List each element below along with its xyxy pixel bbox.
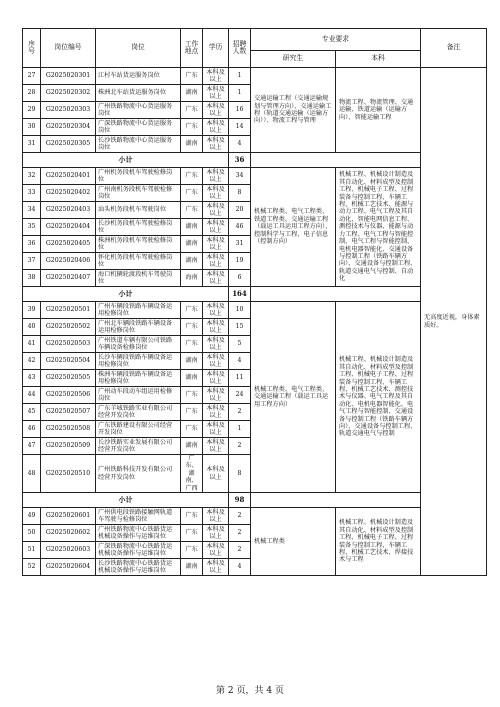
- cell-seq: 37: [23, 253, 41, 270]
- cell-code: G2025020402: [41, 185, 96, 202]
- cell-edu: 本科及以上: [203, 559, 229, 576]
- cell-post: 长沙车辆段铁路车辆设备运用检修岗位: [96, 353, 181, 370]
- cell-num: 24: [229, 387, 251, 404]
- cell-code: G2025020403: [41, 202, 96, 219]
- cell-edu: 本科及以上: [203, 119, 229, 136]
- cell-place: 广东: [181, 68, 203, 85]
- cell-seq: 51: [23, 542, 41, 559]
- cell-code: G2025020501: [41, 302, 96, 319]
- header-req: 专业要求: [251, 29, 421, 51]
- cell-post: 海口机辆轮渡段机车驾驶岗位: [96, 270, 181, 287]
- cell-place: 广东: [181, 102, 203, 119]
- cell-num: 2: [229, 404, 251, 421]
- cell-edu: 本科及以上: [203, 136, 229, 153]
- cell-code: G2025020304: [41, 119, 96, 136]
- cell-edu: 本科及以上: [203, 353, 229, 370]
- cell-code: G2025020602: [41, 525, 96, 542]
- cell-edu: 本科及以上: [203, 85, 229, 102]
- cell-edu: 本科及以上: [203, 387, 229, 404]
- cell-place: 湖南: [181, 136, 203, 153]
- cell-edu: 本科及以上: [203, 185, 229, 202]
- cell-place: 湖南: [181, 353, 203, 370]
- cell-post: 怀化机务段机车驾驶检修岗位: [96, 253, 181, 270]
- header-code: 岗位编号: [41, 29, 96, 68]
- cell-edu: 本科及以上: [203, 202, 229, 219]
- header-ug: 本科: [336, 51, 421, 68]
- cell-num: 2: [229, 438, 251, 455]
- cell-place: 湖南: [181, 370, 203, 387]
- cell-edu: 本科及以上: [203, 302, 229, 319]
- cell-num: 5: [229, 336, 251, 353]
- cell-edu: 本科及以上: [203, 253, 229, 270]
- cell-seq: 45: [23, 404, 41, 421]
- table-row: [23, 302, 487, 319]
- cell-seq: 49: [23, 508, 41, 525]
- cell-place: 广东: [181, 319, 203, 336]
- cell-post: 长沙机务段机车驾驶检修岗位: [96, 219, 181, 236]
- cell-seq: 42: [23, 353, 41, 370]
- cell-edu: 本科及以上: [203, 236, 229, 253]
- cell-edu: 本科及以上: [203, 508, 229, 525]
- cell-code: G2025020401: [41, 168, 96, 185]
- cell-post: 长沙铁路实业发展有限公司经营开发岗位: [96, 438, 181, 455]
- cell-edu: 本科及以上: [203, 542, 229, 559]
- page-footer: 第 2 页，共 4 页: [216, 686, 284, 696]
- cell-code: G2025020506: [41, 387, 96, 404]
- cell-seq: 48: [23, 455, 41, 493]
- cell-grad-major: 机械工程类、电气工程类、交通运输工程（载运工具运用工程方向）: [251, 302, 336, 493]
- subtotal-label: 小计: [23, 153, 229, 168]
- cell-num: 8: [229, 185, 251, 202]
- cell-ug-major: 物流工程、物流管理、交通运输、铁道运输（运输方向）、智能运输工程: [336, 68, 421, 153]
- cell-code: G2025020507: [41, 404, 96, 421]
- table-row: [23, 68, 487, 85]
- subtotal-value: 164: [229, 287, 251, 302]
- subtotal-row: [23, 153, 487, 168]
- cell-edu: 本科及以上: [203, 219, 229, 236]
- cell-edu: 本科及以上: [203, 370, 229, 387]
- header-grad: 研究生: [251, 51, 336, 68]
- cell-place: 广东: [181, 508, 203, 525]
- recruitment-table-page: [22, 28, 487, 576]
- cell-place: 广东: [181, 119, 203, 136]
- cell-num: 6: [229, 270, 251, 287]
- cell-code: G2025020505: [41, 370, 96, 387]
- cell-seq: 46: [23, 421, 41, 438]
- cell-num: 15: [229, 319, 251, 336]
- cell-ug-major: 机械工程、机械设计制造及其自动化、材料成型及控制工程、机械电子工程、过程装备与控制工程、车辆工程、机械工艺技术、焊接技术与工程: [336, 508, 421, 576]
- cell-place: 广东: [181, 302, 203, 319]
- cell-seq: 50: [23, 525, 41, 542]
- table-body: [23, 68, 487, 576]
- cell-edu: 本科及以上: [203, 102, 229, 119]
- cell-post: 广州铁道车辆有限公司铁路车辆设备检修岗位: [96, 336, 181, 353]
- cell-num: 19: [229, 253, 251, 270]
- cell-ug-major: 机械工程、机械设计制造及其自动化、材料成型及控制工程、机械电子工程、过程装备与控制工程、车辆工程、机械工艺技术、测控技术与仪器、电气工程及其自动化、电机电器智能化、电气工程与智能控制、交通设备与控制工程（铁路车辆方向）、交通设备与控制工程、轨道交通电气与控制: [336, 302, 421, 493]
- cell-post: 广州机务段机车驾驶检修岗位: [96, 168, 181, 185]
- cell-seq: 33: [23, 185, 41, 202]
- cell-post: 广州铁路科技开发有限公司经营开发岗位: [96, 455, 181, 493]
- cell-seq: 41: [23, 336, 41, 353]
- cell-seq: 32: [23, 168, 41, 185]
- cell-num: 16: [229, 102, 251, 119]
- cell-code: G2025020601: [41, 508, 96, 525]
- cell-code: G2025020508: [41, 421, 96, 438]
- cell-code: G2025020504: [41, 353, 96, 370]
- cell-seq: 29: [23, 102, 41, 119]
- cell-num: 2: [229, 525, 251, 542]
- cell-place: 湖南: [181, 236, 203, 253]
- cell-place: 广东: [181, 542, 203, 559]
- subtotal-value: 98: [229, 493, 251, 508]
- subtotal-empty: [251, 153, 421, 168]
- header-note: 备注: [421, 29, 487, 68]
- cell-edu: 本科及以上: [203, 421, 229, 438]
- subtotal-row: [23, 493, 487, 508]
- subtotal-label: 小计: [23, 493, 229, 508]
- recruitment-table: [22, 28, 487, 576]
- cell-place: 广东: [181, 525, 203, 542]
- cell-code: G2025020510: [41, 455, 96, 493]
- cell-place: 广东: [181, 387, 203, 404]
- cell-num: 4: [229, 353, 251, 370]
- cell-num: 10: [229, 302, 251, 319]
- cell-num: 14: [229, 119, 251, 136]
- subtotal-label: 小计: [23, 287, 229, 302]
- cell-post: 株洲车辆段铁路车辆设备运用检修岗位: [96, 370, 181, 387]
- cell-edu: 本科及以上: [203, 270, 229, 287]
- cell-edu: 本科及以上: [203, 404, 229, 421]
- cell-num: 1: [229, 421, 251, 438]
- cell-post: 株洲北车站货运服务岗位: [96, 85, 181, 102]
- cell-seq: 38: [23, 270, 41, 287]
- cell-code: G2025020407: [41, 270, 96, 287]
- cell-edu: 本科及以上: [203, 68, 229, 85]
- cell-num: 1: [229, 85, 251, 102]
- cell-place: 湖南: [181, 219, 203, 236]
- subtotal-empty: [251, 287, 421, 302]
- cell-num: 2: [229, 542, 251, 559]
- cell-seq: 47: [23, 438, 41, 455]
- cell-post: 广深铁路物流中心铁路货运机械设备操作与运维岗位: [96, 542, 181, 559]
- cell-code: G2025020301: [41, 68, 96, 85]
- cell-num: 1: [229, 68, 251, 85]
- cell-place: 湖南: [181, 85, 203, 102]
- subtotal-row: [23, 287, 487, 302]
- cell-code: G2025020604: [41, 559, 96, 576]
- cell-seq: 28: [23, 85, 41, 102]
- cell-post: 广东铁路建设有限公司经营开发岗位: [96, 421, 181, 438]
- cell-code: G2025020404: [41, 219, 96, 236]
- cell-post: 株洲机务段机车驾驶检修岗位: [96, 236, 181, 253]
- cell-place: 广东: [181, 168, 203, 185]
- cell-num: 34: [229, 168, 251, 185]
- cell-code: G2025020302: [41, 85, 96, 102]
- header-num: 招聘人数: [229, 29, 251, 68]
- cell-place: 广东: [181, 404, 203, 421]
- cell-num: 31: [229, 236, 251, 253]
- cell-code: G2025020303: [41, 102, 96, 119]
- cell-seq: 43: [23, 370, 41, 387]
- cell-code: G2025020406: [41, 253, 96, 270]
- cell-seq: 30: [23, 119, 41, 136]
- cell-code: G2025020502: [41, 319, 96, 336]
- cell-seq: 44: [23, 387, 41, 404]
- cell-edu: 本科及以上: [203, 168, 229, 185]
- cell-grad-major: 机械工程类、电气工程类、铁道工程类、交通运输工程（载运工具运用工程方向）、控制科学与工程、电子信息（控制方向）: [251, 168, 336, 287]
- cell-post: 江村车站货运服务岗位: [96, 68, 181, 85]
- cell-num: 2: [229, 508, 251, 525]
- cell-seq: 31: [23, 136, 41, 153]
- cell-seq: 39: [23, 302, 41, 319]
- cell-num: 46: [229, 219, 251, 236]
- cell-edu: 本科及以上: [203, 319, 229, 336]
- cell-code: G2025020305: [41, 136, 96, 153]
- cell-place: 海南: [181, 270, 203, 287]
- cell-place: 湖南: [181, 559, 203, 576]
- cell-seq: 27: [23, 68, 41, 85]
- table-row: [23, 508, 487, 525]
- cell-post: 广州车辆段铁路车辆设备运用检修岗位: [96, 302, 181, 319]
- cell-place: 湖南: [181, 253, 203, 270]
- cell-place: 广东: [181, 336, 203, 353]
- cell-num: 20: [229, 202, 251, 219]
- cell-edu: 本科及以上: [203, 455, 229, 493]
- cell-code: G2025020603: [41, 542, 96, 559]
- cell-seq: 34: [23, 202, 41, 219]
- cell-ug-major: 机械工程、机械设计制造及其自动化、材料成型及控制工程、机械电子工程、过程装备与控制工程、车辆工程、机械工艺技术、能源与动力工程、电气工程及其自动化、智能电网信息工程、测控技术与仪器、能源与动力工程、电气工程与智能控制、电气工程与智能控制、电机电器智能化、交通设备与控制工程（铁路车辆方向）、交通设备与控制工程、轨道交通电气与控制、自动化: [336, 168, 421, 287]
- cell-place: 广东、湖南、广西: [181, 455, 203, 493]
- cell-post: 广东羊城铁路实业有限公司经营开发岗位: [96, 404, 181, 421]
- cell-seq: 35: [23, 219, 41, 236]
- cell-place: 广东: [181, 185, 203, 202]
- cell-post: 长沙铁路物流中心货运服务岗位: [96, 136, 181, 153]
- subtotal-value: 36: [229, 153, 251, 168]
- header-seq: 序号: [23, 29, 41, 68]
- cell-post: 广州铁路物流中心铁路货运机械设备操作与运维岗位: [96, 525, 181, 542]
- cell-place: 广东: [181, 421, 203, 438]
- header-post: 岗位: [96, 29, 181, 68]
- cell-post: 广州动车段动车组运用检修岗位: [96, 387, 181, 404]
- table-row: [23, 168, 487, 185]
- cell-code: G2025020509: [41, 438, 96, 455]
- cell-note: 无高度近视，身体素质好。: [421, 68, 487, 576]
- cell-edu: 本科及以上: [203, 438, 229, 455]
- subtotal-empty: [251, 493, 421, 508]
- cell-num: 8: [229, 455, 251, 493]
- cell-seq: 40: [23, 319, 41, 336]
- cell-num: 4: [229, 559, 251, 576]
- cell-place: 广东: [181, 202, 203, 219]
- cell-edu: 本科及以上: [203, 525, 229, 542]
- cell-num: 11: [229, 370, 251, 387]
- cell-post: 广深铁路物流中心货运服务岗位: [96, 119, 181, 136]
- cell-post: 广州供电段铁路接触网轨道车驾驶与检修岗位: [96, 508, 181, 525]
- header-edu: 学历: [203, 29, 229, 68]
- cell-seq: 52: [23, 559, 41, 576]
- cell-post: 广州北车辆段铁路车辆设备运用检修岗位: [96, 319, 181, 336]
- cell-edu: 本科及以上: [203, 336, 229, 353]
- cell-post: 广州南机务段机车驾驶检修岗位: [96, 185, 181, 202]
- cell-place: 湖南: [181, 438, 203, 455]
- cell-post: 长沙铁路物流中心铁路货运机械设备操作与运维岗位: [96, 559, 181, 576]
- cell-post: 汕头机务段机车驾驶岗位: [96, 202, 181, 219]
- header-place: 工作地点: [181, 29, 203, 68]
- cell-seq: 36: [23, 236, 41, 253]
- cell-post: 广州铁路物流中心货运服务岗位: [96, 102, 181, 119]
- cell-grad-major: 交通运输工程（交通运输规划与管理方向）、交通运输工程（轨道交通运输（运输方向））、物流工程与管理: [251, 68, 336, 153]
- cell-code: G2025020503: [41, 336, 96, 353]
- cell-code: G2025020405: [41, 236, 96, 253]
- cell-grad-major: 机械工程类: [251, 508, 336, 576]
- cell-num: 4: [229, 136, 251, 153]
